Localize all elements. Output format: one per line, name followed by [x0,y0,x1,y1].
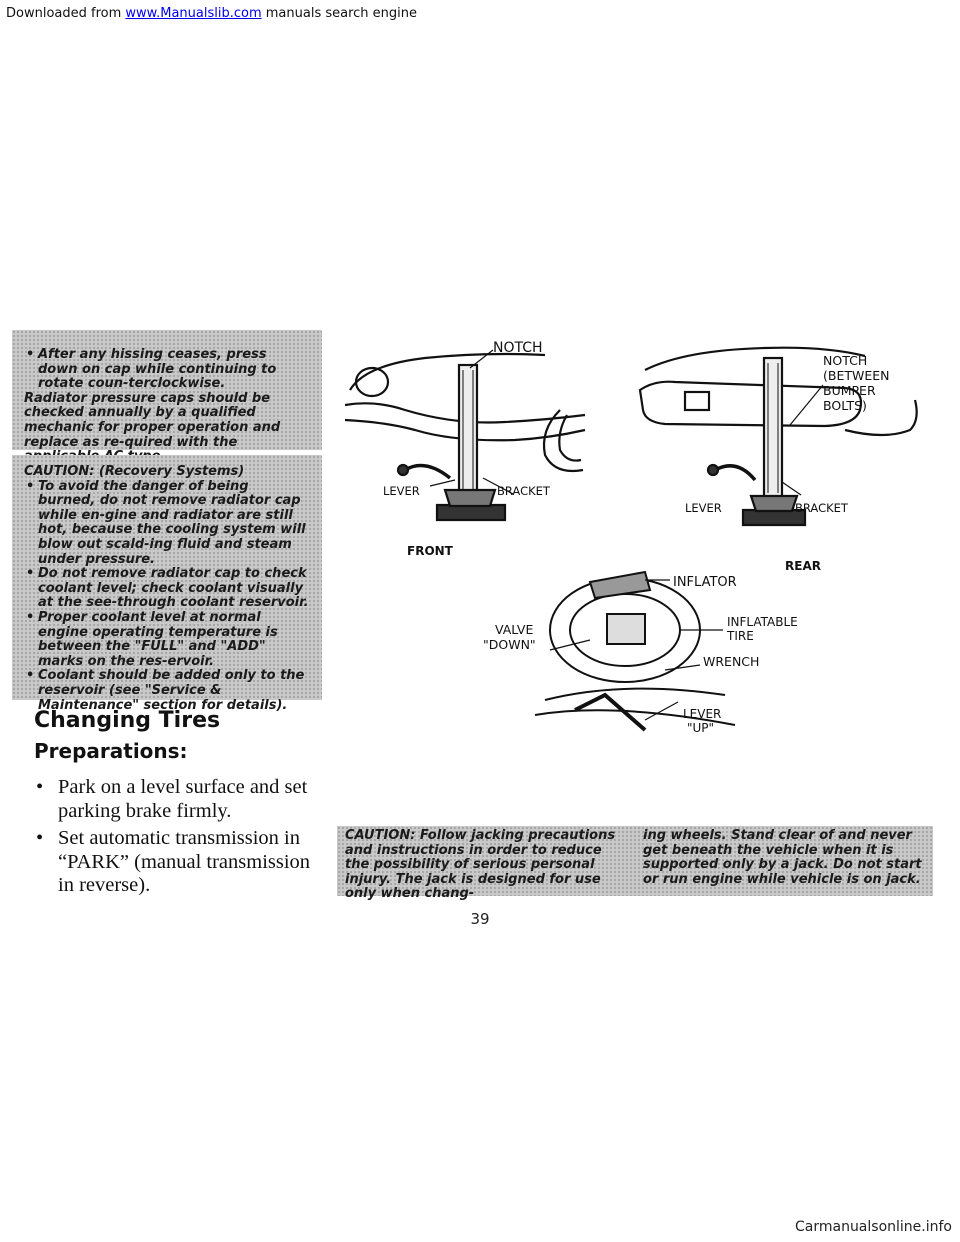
section-subheading: Preparations: [34,739,188,763]
inflatable-label: INFLATABLE [727,615,798,629]
lever-up-quote-label: "UP" [687,721,715,735]
recovery-caution-box [12,455,322,713]
front-caption: FRONT [407,544,453,558]
rear-bolts-label: BOLTS) [823,398,867,413]
list-item: • Set automatic transmission in “PARK” (manual transmission in reverse). [34,827,324,898]
rear-between-label: (BETWEEN [823,368,890,383]
valve-label: VALVE [495,622,534,637]
section-heading: Changing Tires [34,708,221,733]
pressure-cap-note: Radiator pressure caps should be checked annually by a qualified mechanic for proper operation and replace as re-quired with the [24,390,281,450]
caution-item: • Do not remove radiator cap to check coolant level; check coolant visually at the see-through coolant reservoir. [24,567,310,611]
rear-bumper-label: BUMPER [823,383,876,398]
rear-caption: REAR [785,559,821,573]
caution-item: • Coolant should be added only to the reservoir (see "Service & Maintenance" section for details). [24,669,310,713]
jacking-illustration [345,330,935,770]
caution-right-column: ing wheels. Stand clear of and never get beneath the vehicle when it is supported only by a jack. Do not start or run engine while vehicle is on jack. [643,828,922,887]
front-lever-label: LEVER [383,484,420,498]
jacking-caution-box [337,826,933,902]
rear-bracket-label: BRACKET [795,501,848,515]
preparation-list [34,776,324,902]
manualslib-link[interactable]: www.Manualslib.com [125,6,262,21]
front-bracket-label: BRACKET [497,484,550,498]
tire-label: TIRE [727,629,754,643]
download-header: Downloaded from www.Manualslib.com manuals search engine [6,6,418,21]
footer-watermark: Carmanualsonline.info [794,1219,952,1235]
rear-notch-label: NOTCH [823,353,868,368]
caution-item: • To avoid the danger of being burned, do not remove radiator cap while en-gine and radiator are still hot, because the cooling system will blow out scald-ing fluid and steam under pressure. [24,480,310,568]
rear-lever-label: LEVER [685,501,722,515]
radiator-cap-note-box [12,330,322,450]
caution-left-column: CAUTION: Follow jacking precautions and instructions in order to reduce the possibility of serious personal injury. The jack is designed for use only when chang- [345,828,616,902]
caution-title: CAUTION: (Recovery Systems) [24,464,245,479]
wrench-label: WRENCH [703,654,760,669]
page-number: 39 [470,910,490,928]
list-item: • Park on a level surface and set parking brake firmly. [34,776,324,823]
caution-item: • Proper coolant level at normal engine operating temperature is between the "FULL" and "ADD" marks on the res-ervoir. [24,611,310,669]
hissing-note: • After any hissing ceases, press down on cap while continuing to rotate coun-terclockwise. [24,348,310,392]
front-notch-label: NOTCH [493,340,543,356]
lever-up-label: LEVER [683,707,722,721]
inflator-label: INFLATOR [673,575,737,590]
valve-down-label: "DOWN" [483,637,536,652]
